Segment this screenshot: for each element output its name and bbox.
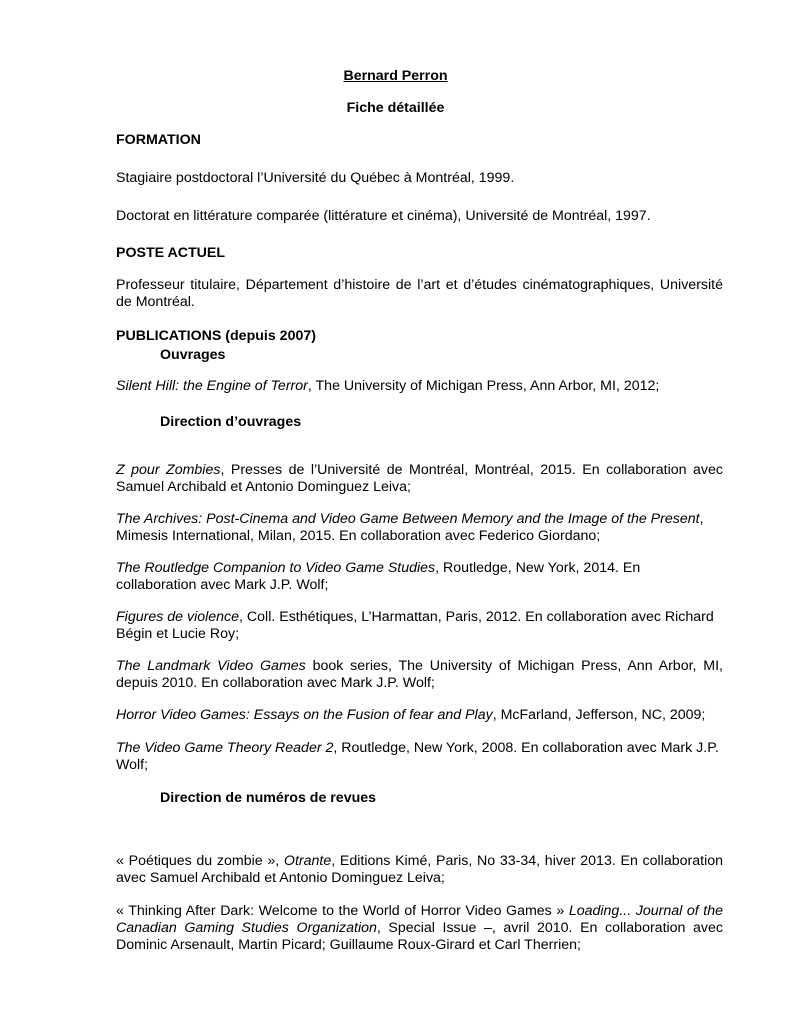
page-subtitle: Fiche détaillée	[346, 100, 445, 116]
publication-details: , McFarland, Jefferson, NC, 2009;	[492, 707, 706, 723]
publication-title: The Archives: Post-Cinema and Video Game Between Memory and the Image of the Present	[116, 511, 700, 527]
publication-title: The Landmark Video Games	[116, 658, 306, 674]
publication-details: , Editions Kimé, Paris, No 33-34, hiver 2013. En collaboration avec Samuel Archibald et Antonio Dominguez Leiva;	[116, 853, 723, 886]
publication-entry	[116, 462, 723, 496]
subsection-heading-direction-revues: Direction de numéros de revues	[160, 790, 377, 806]
publication-details: , Special Issue –, avril 2010. En collaboration avec Dominic Arsenault, Martin Picard; Guillaume Roux-Girard et Carl Therrien;	[116, 920, 723, 953]
publication-details: book series, The University of Michigan Press, Ann Arbor, MI, depuis 2010. En collaboration avec Mark J.P. Wolf;	[116, 658, 723, 691]
publication-entry	[116, 609, 723, 643]
publication-details: , Routledge, New York, 2008. En collaboration avec Mark J.P. Wolf;	[116, 740, 719, 773]
publication-article: « Poétiques du zombie »,	[116, 853, 284, 869]
subsection-heading-ouvrages: Ouvrages	[160, 347, 226, 363]
publication-entry	[116, 740, 723, 774]
publication-title: Horror Video Games: Essays on the Fusion of fear and Play	[116, 707, 493, 723]
publication-details: , Mimesis International, Milan, 2015. En collaboration avec Federico Giordano;	[116, 511, 704, 544]
publication-title: Figures de violence	[116, 609, 240, 625]
section-heading-publications: PUBLICATIONS (depuis 2007)	[116, 328, 316, 344]
publication-title: The Video Game Theory Reader 2	[116, 740, 334, 756]
section-heading-poste: POSTE ACTUEL	[116, 245, 226, 261]
publication-entry	[116, 378, 723, 395]
publication-title: Loading... Journal of the Canadian Gaming Studies Organization	[116, 903, 723, 936]
publication-details: , The University of Michigan Press, Ann Arbor, MI, 2012;	[307, 378, 660, 394]
publication-entry	[116, 511, 723, 545]
formation-item: Stagiaire postdoctoral l’Université du Québec à Montréal, 1999.	[116, 170, 515, 186]
publication-title: Otrante	[283, 853, 332, 869]
publication-title: Silent Hill: the Engine of Terror	[116, 378, 308, 394]
publication-details: , Coll. Esthétiques, L’Harmattan, Paris, 2012. En collaboration avec Richard Bégin et Lucie Roy;	[116, 609, 714, 642]
publication-entry	[116, 903, 723, 954]
page-title	[0, 68, 791, 85]
publication-entry	[116, 560, 723, 594]
publication-entry	[116, 658, 723, 692]
section-heading-formation: FORMATION	[116, 132, 201, 148]
publication-entry	[116, 707, 723, 724]
author-name: Bernard Perron	[343, 68, 448, 84]
publication-title: The Routledge Companion to Video Game Studies	[116, 560, 436, 576]
poste-text: Professeur titulaire, Département d’histoire de l’art et d’études cinématographiques, Université de Montréal.	[116, 277, 723, 310]
publication-entry	[116, 853, 723, 887]
formation-item: Doctorat en littérature comparée (littérature et cinéma), Université de Montréal, 1997.	[116, 208, 651, 224]
subsection-heading-direction-ouvrages: Direction d’ouvrages	[160, 414, 302, 430]
publication-title: Z pour Zombies	[116, 462, 221, 478]
publication-article: « Thinking After Dark: Welcome to the World of Horror Video Games »	[116, 903, 569, 919]
publication-details: , Presses de l’Université de Montréal, Montréal, 2015. En collaboration avec Samuel Archibald et Antonio Dominguez Leiva;	[116, 462, 723, 495]
publication-details: , Routledge, New York, 2014. En collaboration avec Mark J.P. Wolf;	[116, 560, 641, 593]
